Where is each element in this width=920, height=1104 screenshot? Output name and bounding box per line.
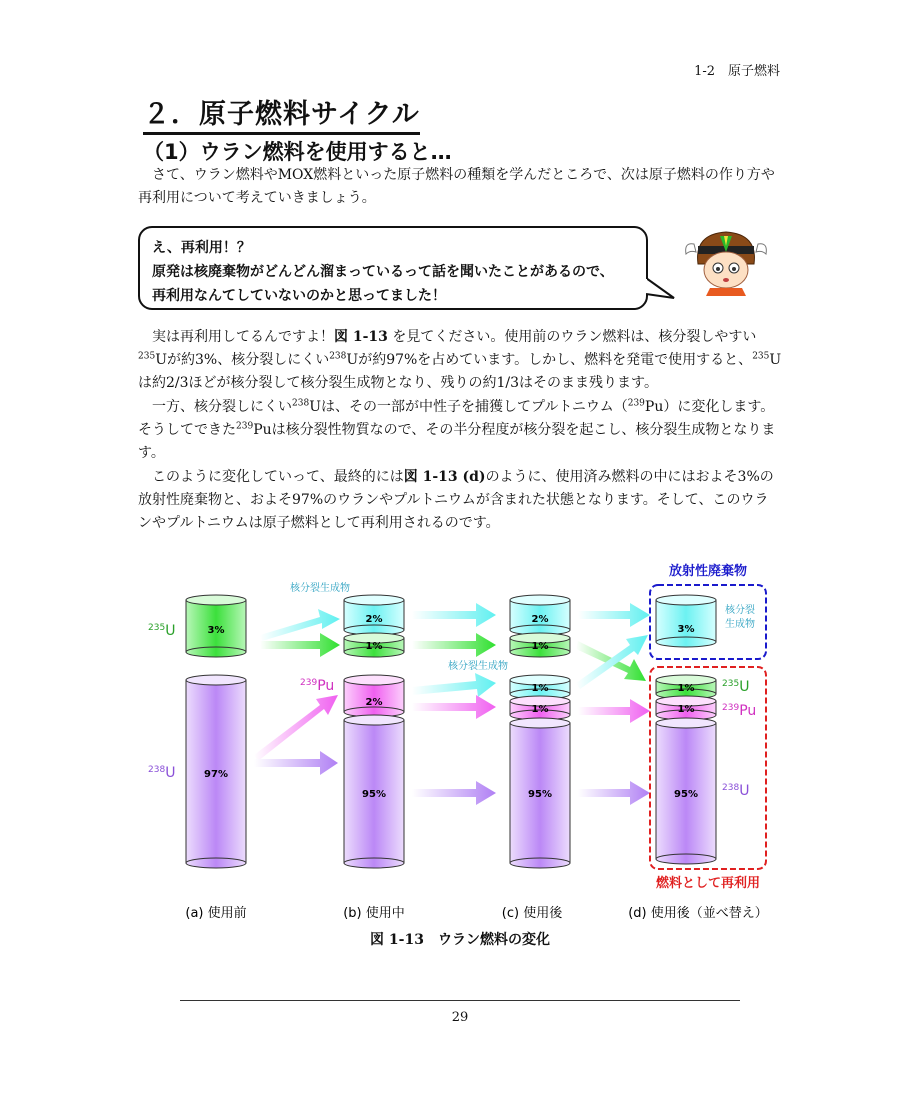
stage-d-fp-cylinder [656, 595, 716, 647]
paragraph-2: 実は再利用してるんですよ！図 1-13 を見てください。使用前のウラン燃料は、核分裂しやすい$^{235}$Uが約3%、核分裂しにくい$^{238}$Uが約97%を占めています。しかし、燃料を発電で使用すると、$^{235}$Uは約2/3ほどが核分裂して核分裂生成物となり、残りの約1/3はそのまま残ります。 [138, 329, 782, 391]
arrow-a-to-b-u238 [254, 751, 338, 775]
b-u235-value: 1% [365, 641, 383, 652]
c-u238-value: 95% [528, 789, 552, 800]
label-waste: 放射性廃棄物 [668, 564, 748, 579]
speech-bubble [138, 226, 648, 310]
character-illustration [680, 224, 772, 296]
label-u235-right: $^{235}$U [722, 679, 750, 695]
b-u238-value: 95% [362, 789, 386, 800]
stage-label-b: (b) 使用中 [343, 906, 405, 921]
b-fp-value: 2% [365, 614, 383, 625]
a-u238-value: 97% [204, 769, 228, 780]
arrow-a-to-b-pu [254, 695, 338, 761]
label-fission-products-2: 核分裂生成物 [448, 661, 508, 672]
c-fp-pu-value: 1% [531, 683, 549, 694]
a-u235-value: 3% [207, 625, 225, 636]
bubble-tail [646, 276, 676, 302]
bubble-line-1: え、再利用！？ [152, 240, 251, 256]
label-pu239-b: $^{239}$Pu [300, 678, 335, 694]
arrow-b-to-c-fp [412, 603, 496, 627]
arrow-b-to-c-u238 [412, 781, 496, 805]
arrow-c-to-d-u238 [578, 781, 650, 805]
figure-reference: 図 1-13 (d) [403, 469, 486, 485]
label-u238-left: $^{238}$U [148, 765, 176, 781]
stage-label-c: (c) 使用後 [501, 906, 563, 921]
label-fp-d-1: 核分裂 [725, 605, 755, 616]
c-pu-value: 1% [531, 704, 549, 715]
paragraph-4: このように変化していって、最終的には図 1-13 (d)のように、使用済み燃料の中にはおよそ3%の放射性廃棄物と、およそ97%のウランやプルトニウムが含まれた状態となります。そして、このウランやプルトニウムは原子燃料として再利用されるのです。 [138, 469, 774, 531]
label-u235-left: $^{235}$U [148, 623, 176, 639]
figure-reference: 図 1-13 [334, 329, 388, 345]
arrow-c-to-d-fp-top [578, 603, 650, 627]
d-fp-value: 3% [677, 624, 695, 635]
arrow-b-to-c-u235 [412, 633, 496, 657]
bubble-line-2: 原発は核廃棄物がどんどん溜まっているって話を聞いたことがあるので、 [152, 264, 614, 280]
paragraph-3: 一方、核分裂しにくい$^{238}$Uは、その一部が中性子を捕獲してプルトニウム（$^{239}$Pu）に変化します。そうしてできた$^{239}$Puは核分裂性物質なので、その半分程度が核分裂を起こし、核分裂生成物となります。 [138, 398, 776, 461]
c-fp-top-value: 2% [531, 614, 549, 625]
subsection-title: （1）ウラン燃料を使用すると… [143, 140, 452, 164]
arrow-b-to-c-fp-pu [412, 673, 496, 697]
intro-paragraph: さて、ウラン燃料やMOX燃料といった原子燃料の種類を学んだところで、次は原子燃料の作り方や再利用について考えていきましょう。 [138, 167, 775, 206]
footer-divider [180, 1000, 740, 1001]
bubble-line-3: 再利用なんてしていないのかと思ってました！ [152, 288, 446, 304]
page-number: 29 [451, 1010, 469, 1025]
label-fp-d-2: 生成物 [725, 619, 755, 630]
label-fission-products-1: 核分裂生成物 [290, 583, 350, 594]
d-pu-value: 1% [677, 704, 695, 715]
stage-b-pu-cylinder [344, 675, 404, 717]
d-u238-value: 95% [674, 789, 698, 800]
stage-label-d: (d) 使用後（並べ替え） [628, 906, 768, 921]
figure-caption: 図 1-13 ウラン燃料の変化 [370, 932, 550, 948]
label-u238-right: $^{238}$U [722, 783, 750, 799]
arrow-a-to-b-fp [260, 609, 340, 641]
stage-label-a: (a) 使用前 [185, 906, 247, 921]
c-u235-value: 1% [531, 641, 549, 652]
figure-1-13 [130, 555, 790, 925]
arrow-c-to-d-pu [578, 699, 650, 723]
running-header: 1-2 原子燃料 [694, 64, 780, 79]
label-reuse: 燃料として再利用 [655, 876, 761, 891]
arrow-b-to-c-pu [412, 695, 496, 719]
section-title: ２．原子燃料サイクル [143, 92, 420, 135]
label-pu239-right: $^{239}$Pu [722, 703, 757, 719]
arrow-c-to-d-fp-pu [576, 635, 648, 689]
d-u235-value: 1% [677, 683, 695, 694]
b-pu-value: 2% [365, 697, 383, 708]
